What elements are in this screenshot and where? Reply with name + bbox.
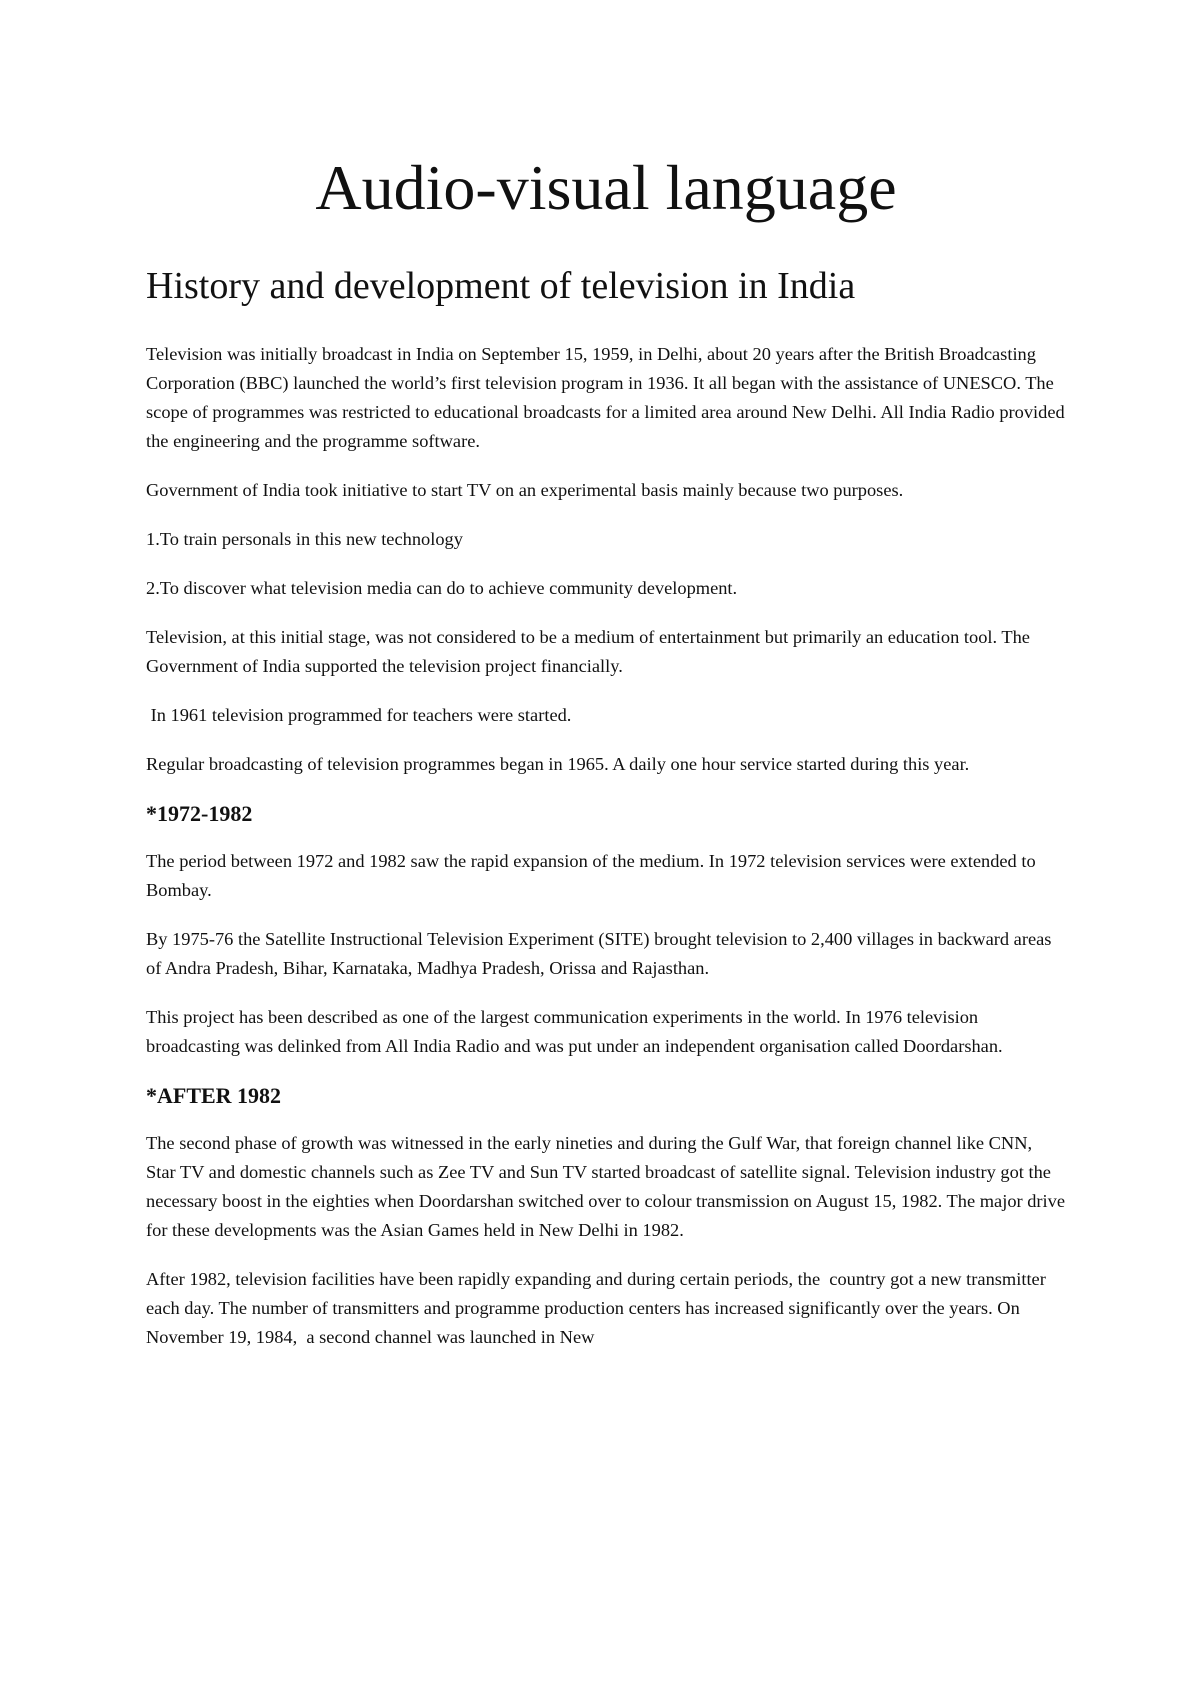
paragraph: The second phase of growth was witnessed in the early nineties and during the Gulf War, that foreign channel like CNN, Star TV and domestic channels such as Zee TV and Sun TV started broadcast of satellite signal. Television industry got the necessary boost in the eighties when Doordarshan switched over to colour transmission on August 15, 1982. The major drive for these developments was the Asian Games held in New Delhi in 1982. <box>146 1133 1066 1240</box>
paragraph: Television, at this initial stage, was not considered to be a medium of entertainment but primarily an education tool. The Government of India supported the television project financially. <box>146 627 1030 676</box>
document-body <box>146 340 1066 1372</box>
paragraph: Regular broadcasting of television programmes began in 1965. A daily one hour service started during this year. <box>146 754 970 774</box>
document-page <box>146 0 1066 1698</box>
list-item: 2.To discover what television media can do to achieve community development. <box>146 578 738 598</box>
paragraph: The period between 1972 and 1982 saw the rapid expansion of the medium. In 1972 television services were extended to Bombay. <box>146 851 1036 900</box>
paragraph: In 1961 television programmed for teachers were started. <box>146 705 572 725</box>
paragraph: By 1975-76 the Satellite Instructional Television Experiment (SITE) brought television to 2,400 villages in backward areas of Andra Pradesh, Bihar, Karnataka, Madhya Pradesh, Orissa and Rajasthan. <box>146 929 1052 978</box>
section-heading-1972-1982: *1972-1982 <box>146 801 253 826</box>
document-title: Audio-visual language <box>315 152 897 223</box>
paragraph: Television was initially broadcast in India on September 15, 1959, in Delhi, about 20 years after the British Broadcasting Corporation (BBC) launched the world’s first television program in 1936. It all began with the assistance of UNESCO. The scope of programmes was restricted to educational broadcasts for a limited area around New Delhi. All India Radio provided the engineering and the programme software. <box>146 344 1065 451</box>
list-item: 1.To train personals in this new technology <box>146 529 463 549</box>
paragraph: Government of India took initiative to start TV on an experimental basis mainly because two purposes. <box>146 480 904 500</box>
paragraph: After 1982, television facilities have been rapidly expanding and during certain periods, the country got a new transmitter each day. The number of transmitters and programme production centers has increased significantly over the years. On November 19, 1984, a second channel was launched in New <box>146 1269 1051 1347</box>
section-heading-after-1982: *AFTER 1982 <box>146 1083 282 1108</box>
paragraph: This project has been described as one of the largest communication experiments in the world. In 1976 television broadcasting was delinked from All India Radio and was put under an independent organisation called Doordarshan. <box>146 1007 1003 1056</box>
document-subtitle: History and development of television in India <box>146 265 856 307</box>
